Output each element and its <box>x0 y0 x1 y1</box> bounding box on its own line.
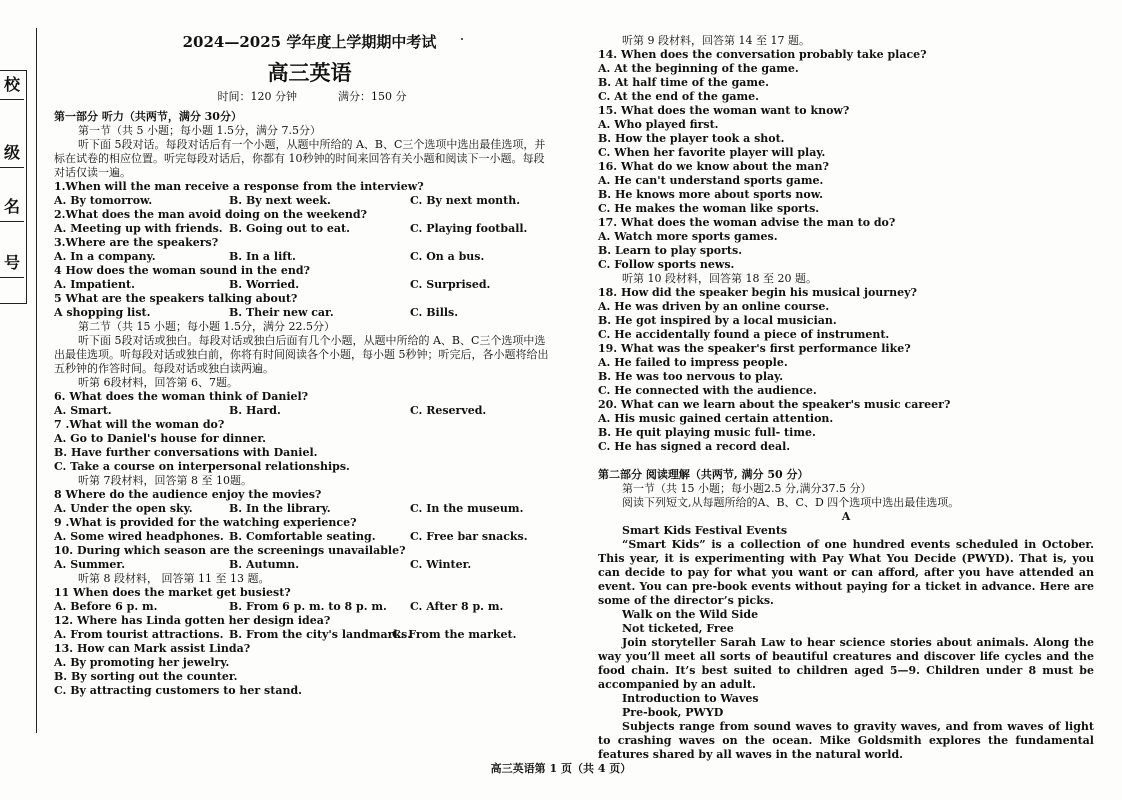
question-6: 6. What does the woman think of Daniel? <box>54 390 309 403</box>
section2-instruction: 听下面 5段对话或独白。每段对话或独白后面有几个小题，从题中所给的 A、B、C三个选项中选出最佳选项。听每段对话或独白前，你将有时间阅读各个小题，每小题 5秒钟；听完后，各小题将给出五秒钟的作答时间。每段对话或独白读两遍。 <box>54 334 549 375</box>
option-c: C. At the end of the game. <box>598 90 759 103</box>
question-13: 13. How can Mark assist Linda? <box>54 642 251 655</box>
option-b: B. Learn to play sports. <box>598 244 743 257</box>
options-4 <box>54 278 550 292</box>
option-a: A. Go to Daniel's house for dinner. <box>54 432 266 445</box>
option-a: A. By promoting her jewelry. <box>54 656 230 669</box>
option-a: A. He failed to impress people. <box>598 356 788 369</box>
option-c: C. Free bar snacks. <box>410 530 528 543</box>
options-8 <box>54 502 550 516</box>
question-block <box>54 488 550 572</box>
option-a: A. Watch more sports games. <box>598 230 778 243</box>
strip-label-number: 号 <box>0 249 24 278</box>
option-b: B. From 6 p. m. to 8 p. m. <box>229 600 387 613</box>
strip-label-class: 级 <box>0 139 24 168</box>
question-4: 4 How does the woman sound in the end? <box>54 264 310 277</box>
option-a: A. Summer. <box>54 558 126 571</box>
event-2-description: Subjects range from sound waves to gravity waves, and from waves of light to crashing waves on the ocean. Mike Goldsmith explores the fundamental features shared by all waves in the natural world. <box>598 720 1094 761</box>
question-18: 18. How did the speaker begin his musical journey? <box>598 286 917 299</box>
option-a: A. Under the open sky. <box>54 502 193 515</box>
passage-title: Smart Kids Festival Events <box>622 524 788 537</box>
event-1-title: Walk on the Wild Side <box>622 608 759 621</box>
option-c: C. When her favorite player will play. <box>598 146 826 159</box>
option-a: A. By tomorrow. <box>54 194 153 207</box>
question-block <box>54 180 550 320</box>
option-c: C. He makes the woman like sports. <box>598 202 820 215</box>
option-c: C. In the museum. <box>410 502 524 515</box>
option-a: A. From tourist attractions. <box>54 628 224 641</box>
section2-title: 第二节（共 15 小题；每小题 1.5分，满分 22.5分） <box>78 320 335 333</box>
option-c: C. Playing football. <box>410 222 528 235</box>
option-c: C. After 8 p. m. <box>410 600 504 613</box>
option-c: C. Bills. <box>410 306 459 319</box>
question-block <box>598 48 1094 272</box>
option-c: C. He connected with the audience. <box>598 384 817 397</box>
left-column <box>54 32 550 698</box>
option-a: A. He can't understand sports game. <box>598 174 824 187</box>
question-9: 9 .What is provided for the watching experience? <box>54 516 357 529</box>
material-9-note: 听第 9 段材料，回答第 14 至 17 题。 <box>622 34 810 47</box>
options-2 <box>54 222 550 236</box>
option-a: A. Before 6 p. m. <box>54 600 158 613</box>
option-b: B. Have further conversations with Daniel. <box>54 446 318 459</box>
part1-title: 第一部分 听力（共两节，满分 30分） <box>54 110 242 123</box>
event-1-description: Join storyteller Sarah Law to hear science stories about animals. Along the way you’ll meet all sorts of beautiful creatures and discover life cycles and the food chain. It’s best suited to children aged 5—9. Children under 8 must be accompanied by an adult. <box>598 636 1094 691</box>
question-block <box>598 286 1094 454</box>
option-a: A. Who played first. <box>598 118 719 131</box>
option-b: B. Going out to eat. <box>229 222 350 235</box>
option-b: B. He knows more about sports now. <box>598 188 823 201</box>
option-a: A. Smart. <box>54 404 112 417</box>
option-a: A. At the beginning of the game. <box>598 62 799 75</box>
strip-label-name: 名 <box>0 193 24 222</box>
question-8: 8 Where do the audience enjoy the movies? <box>54 488 322 501</box>
passage-intro: “Smart Kids” is a collection of one hundred events scheduled in October. This year, it is experimenting with Pay What You Decide (PWYD). That is, you can decide to pay for what you want or can afford, after you have attended an event. You can pre-book events without paying for a ticket in advance. Here are some of the director’s picks. <box>598 538 1094 607</box>
options-12 <box>54 628 550 642</box>
event-1-ticket: Not ticketed, Free <box>622 622 734 635</box>
question-14: 14. When does the conversation probably take place? <box>598 48 927 61</box>
option-b: B. At half time of the game. <box>598 76 769 89</box>
part2-instruction: 阅读下列短文,从每题所给的A、B、C、D 四个选项中选出最佳选项。 <box>622 496 960 509</box>
passage-letter: A <box>841 510 851 523</box>
option-a: A. His music gained certain attention. <box>598 412 834 425</box>
option-c: C. He has signed a record deal. <box>598 440 791 453</box>
option-b: B. In a lift. <box>229 250 296 263</box>
part2-section1-title: 第一节（共 15 小题；每小题2.5 分,满分37.5 分） <box>622 482 872 495</box>
option-b: B. Autumn. <box>229 558 300 571</box>
question-15: 15. What does the woman want to know? <box>598 104 850 117</box>
material-8-note: 听第 8 段材料， 回答第 11 至 13 题。 <box>78 572 270 585</box>
options-5 <box>54 306 550 320</box>
option-b: B. Comfortable seating. <box>229 530 376 543</box>
full-score: 满分：150 分 <box>338 90 407 103</box>
section1-instruction: 听下面 5段对话。每段对话后有一个小题，从题中所给的 A、B、C三个选项中选出最佳选项，并标在试卷的相应位置。听完每段对话后，你都有 10秒钟的时间来回答有关小题和阅读下一小题。每段对话仅读一遍。 <box>54 138 546 179</box>
question-19: 19. What was the speaker's first performance like? <box>598 342 911 355</box>
question-5: 5 What are the speakers talking about? <box>54 292 298 305</box>
question-3: 3.Where are the speakers? <box>54 236 219 249</box>
event-2-ticket: Pre-book, PWYD <box>622 706 724 719</box>
question-block <box>54 586 550 698</box>
material-7-note: 听第 7段材料，回答第 8 至 10题。 <box>78 474 252 487</box>
option-b: B. Their new car. <box>229 306 334 319</box>
option-c: C. By attracting customers to her stand. <box>54 684 302 697</box>
option-b: B. In the library. <box>229 502 331 515</box>
option-c: C. Winter. <box>410 558 472 571</box>
subject-title: 高三英语 <box>267 60 352 85</box>
option-a: A. Impatient. <box>54 278 135 291</box>
option-c: C. Surprised. <box>410 278 491 291</box>
question-2: 2.What does the man avoid doing on the weekend? <box>54 208 367 221</box>
option-b: B. Hard. <box>229 404 281 417</box>
binding-line <box>36 28 37 733</box>
option-c: C. Take a course on interpersonal relationships. <box>54 460 350 473</box>
option-a: A shopping list. <box>54 306 151 319</box>
event-2-title: Introduction to Waves <box>622 692 759 705</box>
option-b: B. From the city's landmarks. <box>229 628 412 641</box>
exam-meta <box>74 90 550 104</box>
part2-title: 第二部分 阅读理解（共两节, 满分 50 分） <box>598 468 809 481</box>
options-9 <box>54 530 550 544</box>
option-b: B. How the player took a shot. <box>598 132 785 145</box>
question-10: 10. During which season are the screenings unavailable? <box>54 544 406 557</box>
option-c: C. He accidentally found a piece of instrument. <box>598 328 890 341</box>
option-c: C. On a bus. <box>410 250 485 263</box>
option-a: A. In a company. <box>54 250 156 263</box>
page-footer: 高三英语第 1 页（共 4 页） <box>490 762 632 775</box>
right-column <box>598 34 1094 762</box>
option-b: B. Worried. <box>229 278 300 291</box>
option-b: B. He quit playing music full- time. <box>598 426 816 439</box>
options-3 <box>54 250 550 264</box>
option-b: B. By sorting out the counter. <box>54 670 238 683</box>
option-a: A. Some wired headphones. <box>54 530 224 543</box>
exam-title: 2024—2025 学年度上学期期中考试 <box>182 33 437 51</box>
material-10-note: 听第 10 段材料，回答第 18 至 20 题。 <box>622 272 817 285</box>
option-b: B. By next week. <box>229 194 331 207</box>
option-b: B. He got inspired by a local musician. <box>598 314 837 327</box>
strip-label-school: 校 <box>0 71 24 100</box>
material-6-note: 听第 6段材料，回答第 6、7题。 <box>78 376 238 389</box>
options-10 <box>54 558 550 572</box>
question-1: 1.When will the man receive a response from the interview? <box>54 180 424 193</box>
time-limit: 时间：120 分钟 <box>217 90 297 103</box>
options-11 <box>54 600 550 614</box>
binding-strip <box>0 70 27 304</box>
option-c: C. Follow sports news. <box>598 258 735 271</box>
option-c: C. By next month. <box>410 194 521 207</box>
option-c: C. From the market. <box>392 628 517 641</box>
section1-title: 第一节（共 5 小题；每小题 1.5分，满分 7.5分） <box>78 124 321 137</box>
question-20: 20. What can we learn about the speaker's music career? <box>598 398 951 411</box>
option-a: A. Meeting up with friends. <box>54 222 223 235</box>
option-a: A. He was driven by an online course. <box>598 300 830 313</box>
options-1 <box>54 194 550 208</box>
question-11: 11 When does the market get busiest? <box>54 586 291 599</box>
question-17: 17. What does the woman advise the man to do? <box>598 216 896 229</box>
question-block <box>54 390 550 474</box>
options-6 <box>54 404 550 418</box>
question-16: 16. What do we know about the man? <box>598 160 829 173</box>
question-7: 7 .What will the woman do? <box>54 418 225 431</box>
option-c: C. Reserved. <box>410 404 487 417</box>
option-b: B. He was too nervous to play. <box>598 370 784 383</box>
question-12: 12. Where has Linda gotten her design idea? <box>54 614 331 627</box>
